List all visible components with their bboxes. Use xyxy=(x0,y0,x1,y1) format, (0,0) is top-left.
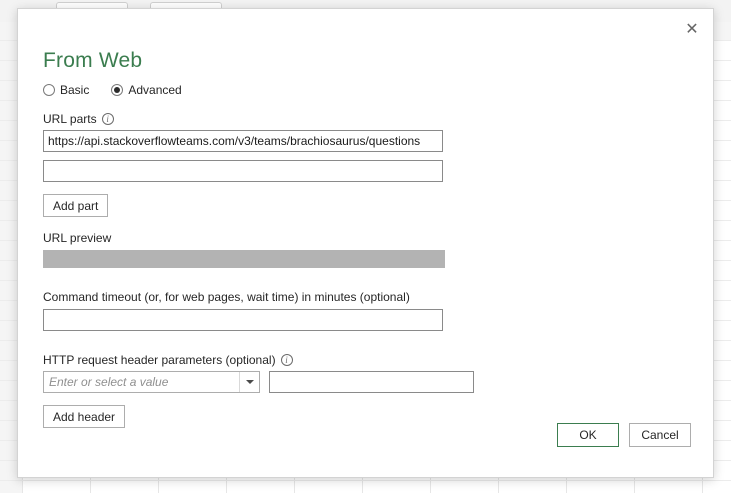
command-timeout-label: Command timeout (or, for web pages, wait time) in minutes (optional) xyxy=(43,290,410,304)
ok-button[interactable]: OK xyxy=(557,423,619,447)
dialog-title: From Web xyxy=(43,49,143,72)
command-timeout-group xyxy=(43,290,693,331)
mode-radio-group xyxy=(43,81,693,99)
url-preview-box xyxy=(43,250,445,268)
radio-basic-label[interactable]: Basic xyxy=(60,83,90,97)
cancel-button[interactable]: Cancel xyxy=(629,423,691,447)
add-part-button[interactable]: Add part xyxy=(43,194,108,217)
url-parts-label-text: URL parts xyxy=(43,112,97,126)
url-part-input-2[interactable] xyxy=(43,160,443,182)
radio-advanced[interactable] xyxy=(111,84,123,96)
chevron-down-icon[interactable] xyxy=(239,372,259,392)
http-headers-label xyxy=(43,353,693,367)
info-icon-headers[interactable]: i xyxy=(281,354,293,366)
header-key-placeholder: Enter or select a value xyxy=(49,375,169,389)
close-icon[interactable]: ✕ xyxy=(677,17,707,43)
http-header-row xyxy=(43,371,693,393)
radio-advanced-label[interactable]: Advanced xyxy=(128,83,182,97)
add-header-button[interactable]: Add header xyxy=(43,405,125,428)
url-parts-label xyxy=(43,112,693,126)
url-preview-label: URL preview xyxy=(43,231,112,245)
dialog-footer xyxy=(557,423,691,447)
command-timeout-input[interactable] xyxy=(43,309,443,331)
header-key-combobox[interactable] xyxy=(43,371,260,393)
radio-basic[interactable] xyxy=(43,84,55,96)
info-icon[interactable]: i xyxy=(102,113,114,125)
http-headers-label-text: HTTP request header parameters (optional) xyxy=(43,353,276,367)
header-value-input[interactable] xyxy=(269,371,474,393)
dialog-body xyxy=(43,81,693,428)
url-part-input-1[interactable] xyxy=(43,130,443,152)
from-web-dialog xyxy=(17,8,714,478)
